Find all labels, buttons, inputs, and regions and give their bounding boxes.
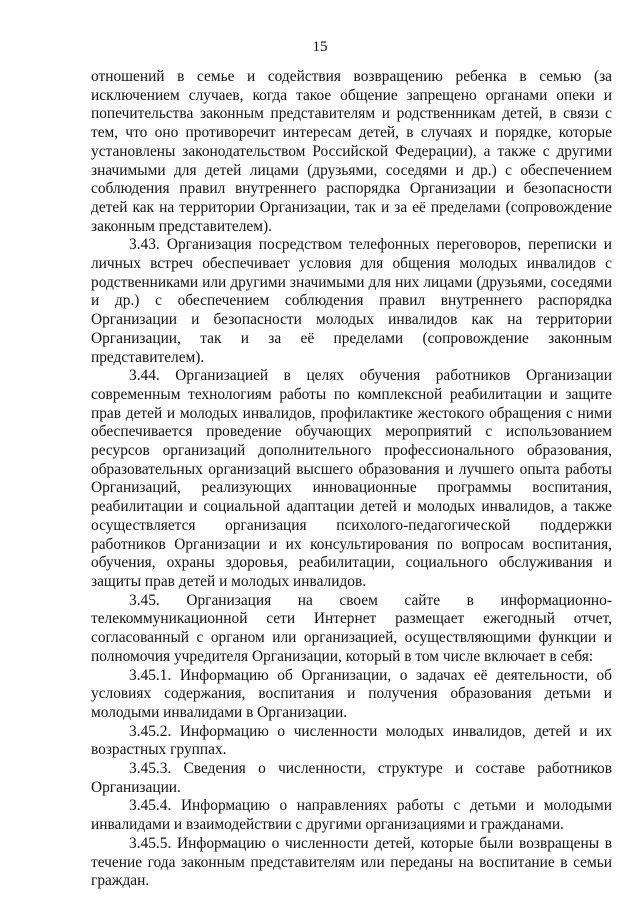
paragraph-3-45-1: 3.45.1. Информацию об Организации, о задачах её деятельности, об условиях содержания, воспитания и получения образования детьми и молодыми инвалидами в Организации. [91, 666, 612, 721]
page-number: 15 [312, 39, 328, 55]
paragraph-3-45-3: 3.45.3. Сведения о численности, структуре и составе работников Организации. [91, 760, 612, 796]
paragraph-3-45: 3.45. Организация на своем сайте в информационно-телекоммуникационной сети Интернет размещает ежегодный отчет, согласованный с органом или организацией, осуществляющими функции и полномочия учредителя Организации, который в том числе включает в себя: [91, 591, 612, 665]
paragraph-3-45-5: 3.45.5. Информацию о численности детей, которые были возвращены в течение года законным представителям или переданы на воспитание в семьи граждан. [91, 834, 612, 890]
document-body [91, 68, 612, 891]
paragraph-3-44: 3.44. Организацией в целях обучения работников Организации современным технологиям работы по комплексной реабилитации и защите прав детей и молодых инвалидов, профилактике жестокого обращения с ними обеспечивается проведение обучающих мероприятий с использованием ресурсов организаций дополнительного профессионального образования, образовательных организаций высшего образования и лучшего опыта работы Организаций, реализующих инновационные программы воспитания, реабилитации и социальной адаптации детей и молодых инвалидов, а также осуществляется организация психолого-педагогической поддержки работников Организации и их консультирования по вопросам воспитания, обучения, охраны здоровья, реабилитации, социального обслуживания и защиты прав детей и молодых инвалидов. [91, 367, 612, 590]
paragraph-3-45-2: 3.45.2. Информацию о численности молодых инвалидов, детей и их возрастных группах. [91, 722, 612, 759]
paragraph-3-43: 3.43. Организация посредством телефонных переговоров, переписки и личных встреч обеспечивает условия для общения молодых инвалидов с родственниками или другими значимыми для них лицами (друзьями, соседями и др.) с обеспечением соблюдения правил внутреннего распорядка Организации и безопасности молодых инвалидов как на территории Организации, так и за её пределами (сопровождение законным представителем). [91, 236, 612, 366]
paragraph-continuation: отношений в семье и содействия возвращению ребенка в семью (за исключением случаев, когда такое общение запрещено органами опеки и попечительства законным представителям и родственникам детей, в связи с тем, что оно противоречит интересам детей, в случаях и порядке, которые установлены законодательством Российской Федерации), а также с другими значимыми для детей лицами (друзьями, соседями и др.) с обеспечением соблюдения правил внутреннего распорядка Организации и безопасности детей как на территории Организации, так и за её пределами (сопровождение законным представителем). [91, 68, 612, 235]
paragraph-3-45-4: 3.45.4. Информацию о направлениях работы с детьми и молодыми инвалидами и взаимодействии с другими организациями и гражданами. [91, 797, 612, 834]
